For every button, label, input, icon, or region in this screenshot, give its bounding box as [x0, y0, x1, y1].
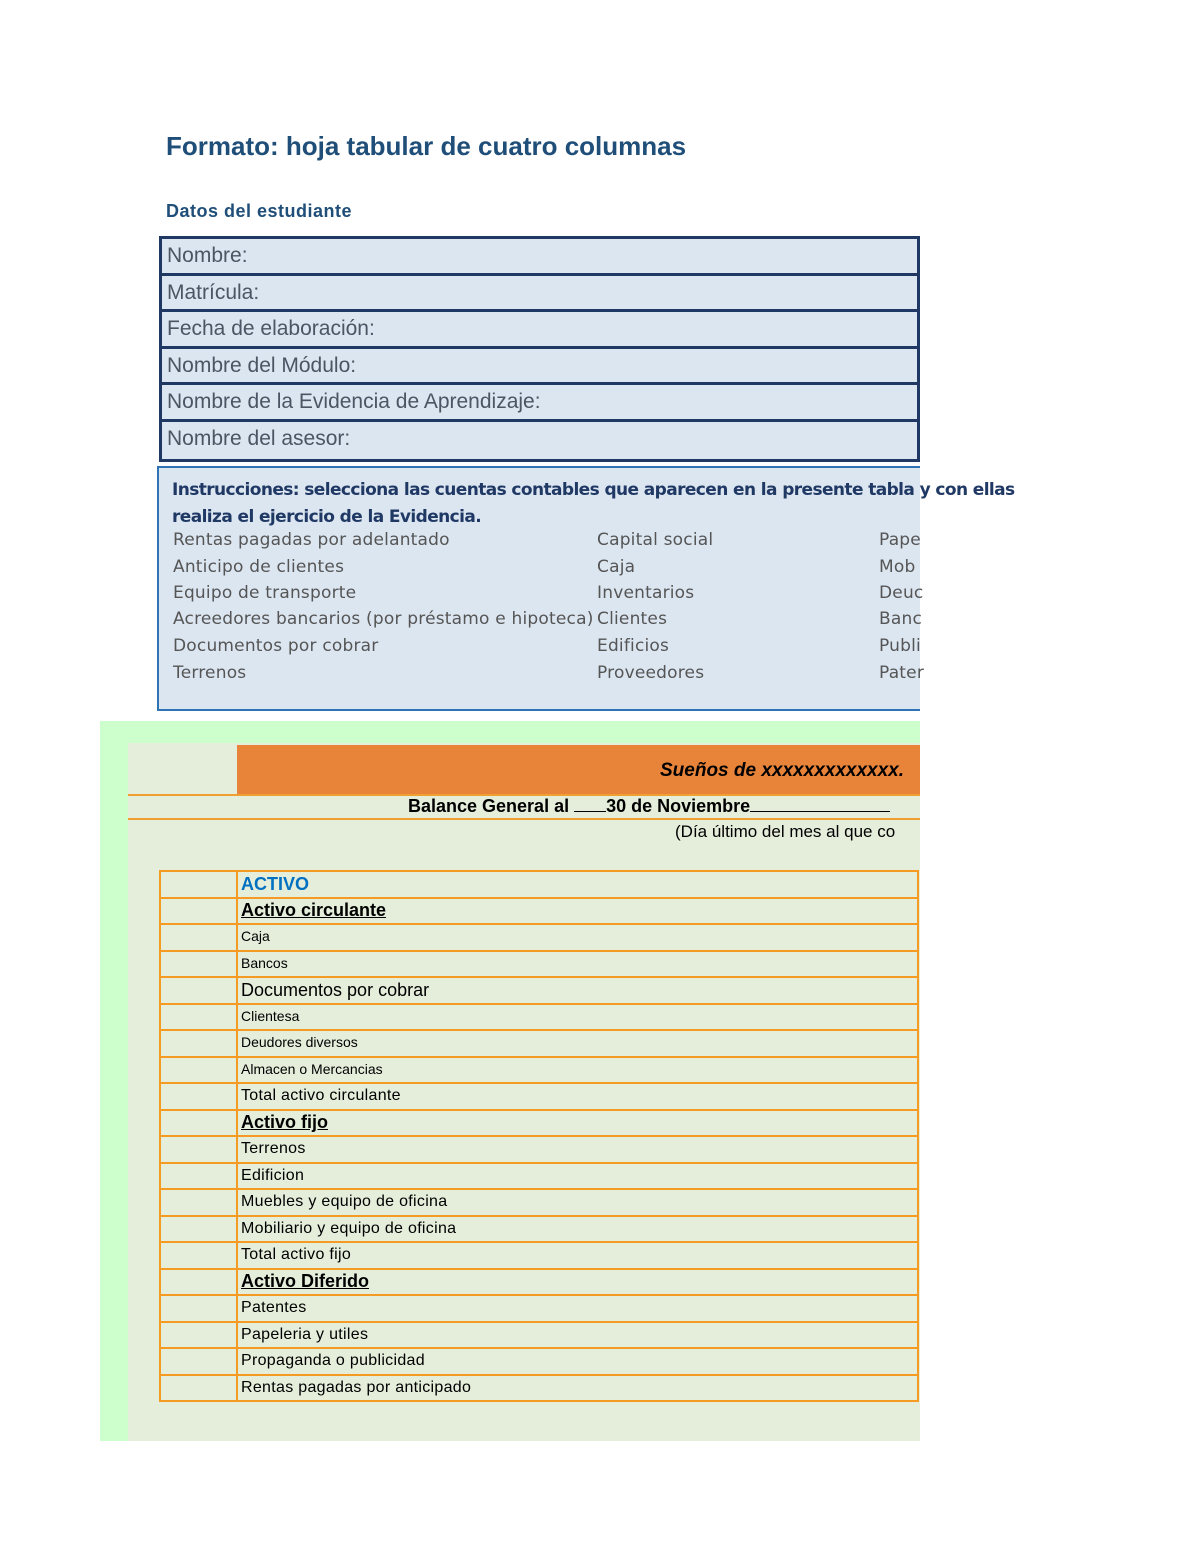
account-label: Terrenos — [241, 1140, 306, 1158]
account-code-cell[interactable] — [160, 898, 237, 925]
account-option: Banc — [879, 609, 923, 629]
account-label-cell[interactable] — [237, 1322, 918, 1349]
student-field-name[interactable]: Nombre: — [162, 239, 917, 276]
table-row — [160, 1216, 918, 1243]
student-field-evidencia[interactable]: Nombre de la Evidencia de Aprendizaje: — [162, 385, 917, 422]
account-option: Clientes — [597, 609, 668, 629]
balance-prefix: Balance General al — [408, 796, 570, 816]
account-label: Papeleria y utiles — [241, 1325, 369, 1343]
account-code-cell[interactable] — [160, 1322, 237, 1349]
account-option: Documentos por cobrar — [173, 636, 379, 656]
table-row — [160, 871, 918, 898]
account-option: Terrenos — [173, 663, 247, 683]
account-label: Activo fijo — [241, 1112, 329, 1133]
account-label: Edificion — [241, 1166, 305, 1184]
account-code-cell[interactable] — [160, 1110, 237, 1137]
account-option: Pater — [879, 663, 925, 683]
account-option: Mob — [879, 557, 916, 577]
account-option: Inventarios — [597, 583, 695, 603]
account-code-cell[interactable] — [160, 1242, 237, 1269]
account-label-cell[interactable] — [237, 1295, 918, 1322]
balance-title — [408, 796, 890, 817]
account-label-cell[interactable] — [237, 1269, 918, 1296]
balance-blank — [574, 797, 606, 812]
accounts-table — [159, 870, 919, 1402]
table-row — [160, 1322, 918, 1349]
account-label: Bancos — [241, 954, 288, 971]
table-row — [160, 924, 918, 951]
table-row — [160, 977, 918, 1004]
account-code-cell[interactable] — [160, 1083, 237, 1110]
account-label: ACTIVO — [241, 873, 310, 894]
account-label: Muebles y equipo de oficina — [241, 1193, 448, 1211]
account-label: Activo circulante — [241, 900, 387, 921]
account-label-cell[interactable] — [237, 1348, 918, 1375]
student-field-matricula[interactable]: Matrícula: — [162, 276, 917, 313]
student-field-asesor[interactable]: Nombre del asesor: — [167, 426, 351, 450]
account-label-cell[interactable] — [237, 1083, 918, 1110]
account-option: Acreedores bancarios (por préstamo e hipoteca) — [173, 609, 594, 629]
account-label-cell[interactable] — [237, 1030, 918, 1057]
account-label-cell[interactable] — [237, 1057, 918, 1084]
account-label: Activo Diferido — [241, 1271, 370, 1292]
account-label: Total activo circulante — [241, 1087, 401, 1105]
account-label-cell[interactable] — [237, 924, 918, 951]
account-label: Mobiliario y equipo de oficina — [241, 1219, 457, 1237]
account-label-cell[interactable] — [237, 1242, 918, 1269]
table-row — [160, 1375, 918, 1402]
balance-blank-2 — [750, 797, 890, 812]
account-code-cell[interactable] — [160, 1295, 237, 1322]
balance-date: 30 de Noviembre — [606, 796, 751, 816]
table-row — [160, 1242, 918, 1269]
account-option: Anticipo de clientes — [173, 557, 345, 577]
account-option: Rentas pagadas por adelantado — [173, 530, 450, 550]
instructions-box — [157, 466, 1015, 711]
account-option: Equipo de transporte — [173, 583, 357, 603]
account-label-cell[interactable] — [237, 1163, 918, 1190]
account-label: Rentas pagadas por anticipado — [241, 1378, 472, 1396]
account-option: Publi — [879, 636, 921, 656]
account-label-cell[interactable] — [237, 871, 918, 898]
date-note: (Día último del mes al que co — [675, 822, 896, 841]
account-label-cell[interactable] — [237, 1216, 918, 1243]
account-option: Pape — [879, 530, 921, 550]
account-label: Total activo fijo — [241, 1246, 352, 1264]
account-label-cell[interactable] — [237, 951, 918, 978]
account-label: Propaganda o publicidad — [241, 1352, 425, 1370]
account-code-cell[interactable] — [160, 1269, 237, 1296]
table-row — [160, 1004, 918, 1031]
account-code-cell[interactable] — [160, 1057, 237, 1084]
account-label: Almacen o Mercancias — [241, 1060, 383, 1077]
account-code-cell[interactable] — [160, 1136, 237, 1163]
account-option: Proveedores — [597, 663, 705, 683]
student-info-box — [159, 236, 920, 462]
account-code-cell[interactable] — [160, 1189, 237, 1216]
table-row — [160, 951, 918, 978]
instructions-text: Instrucciones: selecciona las cuentas contables que aparecen en la presente tabla y con ellas realiza el ejercicio de la Evidencia. — [172, 480, 1015, 527]
company-name: Sueños de xxxxxxxxxxxxx. — [660, 760, 905, 781]
account-option: Caja — [597, 557, 636, 577]
account-label: Deudores diversos — [241, 1034, 358, 1051]
account-code-cell[interactable] — [160, 1004, 237, 1031]
title-divider — [128, 818, 920, 820]
account-code-cell[interactable] — [160, 1030, 237, 1057]
table-row — [160, 1189, 918, 1216]
account-code-cell[interactable] — [160, 1348, 237, 1375]
account-label-cell[interactable] — [237, 1110, 918, 1137]
account-code-cell[interactable] — [160, 924, 237, 951]
account-label-cell[interactable] — [237, 1189, 918, 1216]
table-row — [160, 1163, 918, 1190]
table-row — [160, 1110, 918, 1137]
account-code-cell[interactable] — [160, 1216, 237, 1243]
table-row — [160, 1030, 918, 1057]
table-row — [160, 1057, 918, 1084]
account-code-cell[interactable] — [160, 977, 237, 1004]
account-code-cell[interactable] — [160, 951, 237, 978]
account-label-cell[interactable] — [237, 1136, 918, 1163]
account-option: Capital social — [597, 530, 714, 550]
table-row — [160, 898, 918, 925]
page-title: Formato: hoja tabular de cuatro columnas — [166, 131, 687, 161]
account-label: Patentes — [241, 1299, 307, 1317]
account-label: Clientesa — [241, 1007, 300, 1024]
account-label-cell[interactable] — [237, 1375, 918, 1402]
student-field-modulo[interactable]: Nombre del Módulo: — [162, 349, 917, 386]
account-label: Documentos por cobrar — [241, 979, 430, 1000]
table-row — [160, 1269, 918, 1296]
table-row — [160, 1083, 918, 1110]
account-label-cell[interactable] — [237, 898, 918, 925]
student-section-title: Datos del estudiante — [166, 201, 353, 221]
account-option: Edificios — [597, 636, 670, 656]
account-label: Caja — [241, 928, 270, 945]
account-label-cell[interactable] — [237, 977, 918, 1004]
account-label-cell[interactable] — [237, 1004, 918, 1031]
table-row — [160, 1136, 918, 1163]
account-option: Deuc — [879, 583, 924, 603]
table-row — [160, 1348, 918, 1375]
account-code-cell[interactable] — [160, 871, 237, 898]
account-code-cell[interactable] — [160, 1163, 237, 1190]
student-field-fecha[interactable]: Fecha de elaboración: — [162, 312, 917, 349]
table-row — [160, 1295, 918, 1322]
account-code-cell[interactable] — [160, 1375, 237, 1402]
